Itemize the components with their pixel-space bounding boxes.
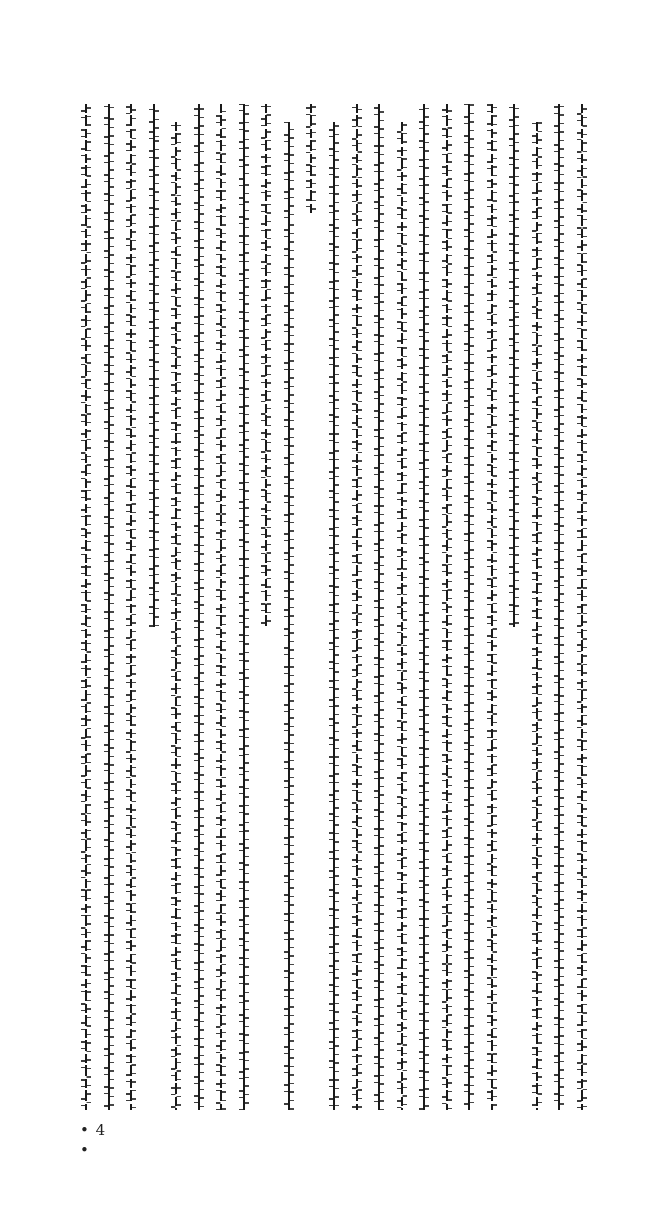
text-column [577, 104, 587, 1110]
text-column [104, 104, 114, 1110]
text-column [194, 104, 204, 1110]
text-column [171, 122, 181, 1110]
text-column [261, 104, 271, 627]
text-column [284, 122, 294, 1110]
text-column [554, 104, 564, 1110]
text-column [374, 104, 384, 1110]
text-column [397, 122, 407, 1110]
page-number: • 4 • [80, 1121, 107, 1159]
text-column [216, 104, 226, 1110]
text-column [442, 104, 452, 1110]
text-column [126, 104, 136, 1110]
text-column [352, 104, 362, 1110]
text-column [329, 122, 339, 1110]
text-column [149, 104, 159, 627]
mongolian-text-block [86, 104, 582, 1110]
text-column [509, 104, 519, 627]
text-column [81, 104, 91, 1110]
text-column [239, 104, 249, 1110]
text-column [532, 122, 542, 1110]
text-column [487, 104, 497, 1110]
text-column [419, 104, 429, 1110]
text-column [306, 104, 316, 215]
text-column [464, 104, 474, 1110]
